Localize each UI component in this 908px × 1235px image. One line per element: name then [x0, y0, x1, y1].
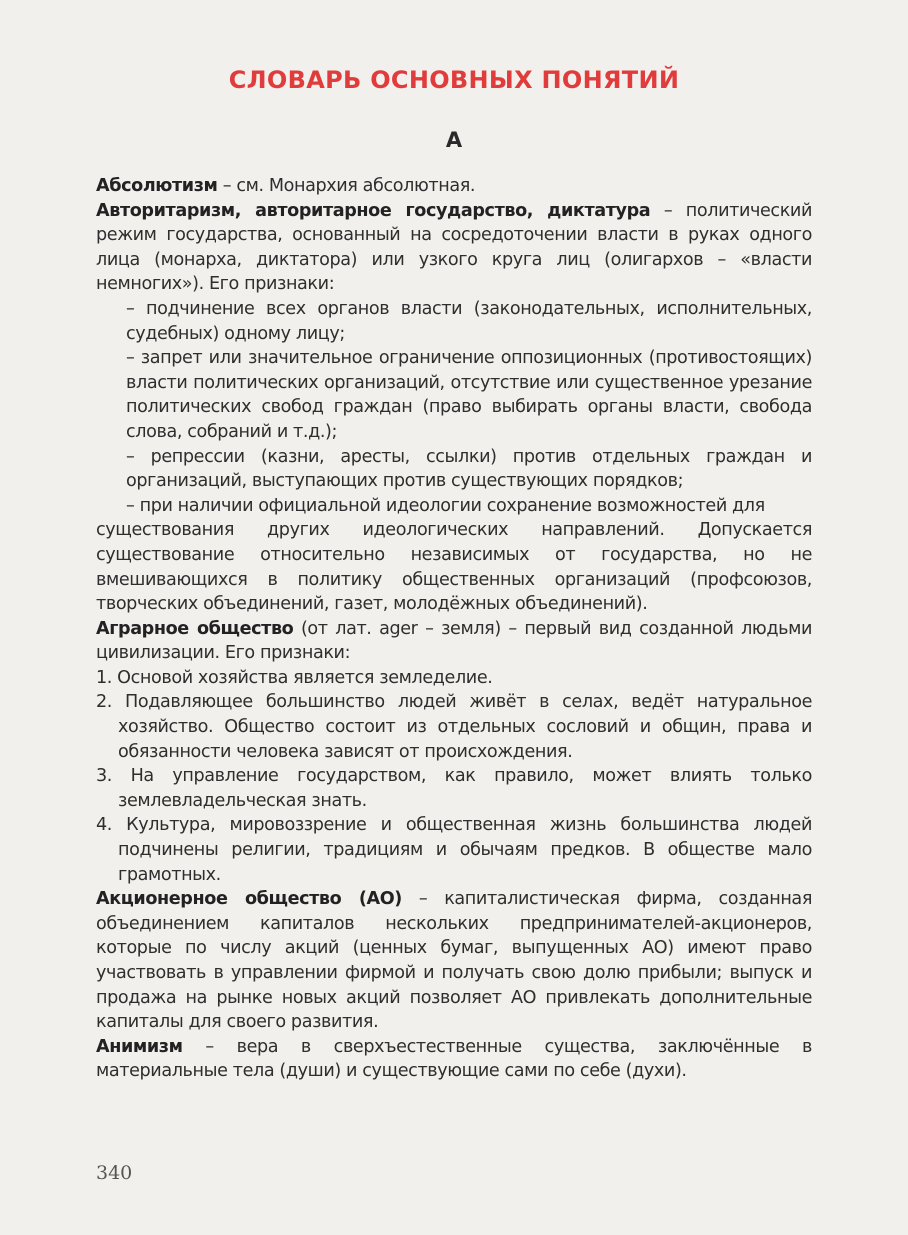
- numbered-item: 3. На управление государством, как правило, может влиять только землевладельческая знать.: [96, 766, 812, 811]
- numbered-item: 1. Основой хозяйства является земледелие.: [96, 667, 493, 688]
- term: Анимизм: [96, 1036, 183, 1057]
- list-item: – при наличии официальной идеологии сохранение возможностей для: [126, 495, 765, 516]
- term: Абсолютизм: [96, 176, 218, 196]
- section-letter: А: [445, 128, 463, 152]
- definition: – капиталистическая фирма, созданная объединением капиталов нескольких предпринимателей-акционеров, которые по числу акций (ценных бумаг, выпущенных АО) имеют право участвовать в управлении фирмой и получать свою долю прибыли; выпуск и продажа на рынке новых акций позволяет АО привлекать дополнительные капиталы для своего развития.: [96, 889, 812, 1033]
- page-number: 340: [96, 1162, 133, 1184]
- entry-agrarian-society: [96, 617, 812, 666]
- term: Аграрное общество: [96, 618, 294, 639]
- list-item: – подчинение всех органов власти (законодательных, исполнительных, судебных) одному лицу;: [126, 298, 812, 344]
- definition: – политический режим государства, основанный на сосредоточении власти в руках одного лица (монарха, диктатора) или узкого круга лиц (олигархов – «власти немногих»). Его признаки:: [96, 200, 812, 295]
- entry-absolutism: [96, 174, 812, 199]
- definition: (от лат. ager – земля) – первый вид созданной людьми цивилизации. Его признаки:: [96, 618, 812, 664]
- definition: – вера в сверхъестественные существа, заключённые в материальные тела (души) и существующие сами по себе (духи).: [96, 1036, 812, 1082]
- list-item: – запрет или значительное ограничение оппозиционных (противостоящих) власти политических организаций, отсутствие или существенное урезание политических свобод граждан (право выбирать органы власти, свобода слова, собраний и т.д.);: [126, 348, 812, 442]
- numbered-item: 2. Подавляющее большинство людей живёт в селах, ведёт натуральное хозяйство. Общество состоит из отдельных сословий и общин, права и обязанности человека зависят от происхождения.: [96, 692, 812, 762]
- page-title: СЛОВАРЬ ОСНОВНЫХ ПОНЯТИЙ: [228, 66, 680, 94]
- entry-joint-stock-company: [96, 887, 812, 1035]
- term: Акционерное общество (АО): [96, 889, 402, 910]
- paragraph-continuation: существования других идеологических направлений. Допускается существование относительно независимых от государства, но не вмешивающихся в политику общественных организаций (профсоюзов, творческих объединений, газет, молодёжных объединений).: [96, 520, 812, 615]
- numbered-item: 4. Культура, мировоззрение и общественная жизнь большинства людей подчинены религии, традициям и обычаям предков. В обществе мало грамотных.: [96, 815, 812, 885]
- term: Авторитаризм, авторитарное государство, диктатура: [96, 200, 651, 221]
- entry-animism: [96, 1035, 812, 1084]
- glossary-content: [96, 174, 812, 1084]
- entry-authoritarianism: [96, 199, 812, 297]
- definition: – см. Монархия абсолютная.: [217, 176, 476, 196]
- list-item: – репрессии (казни, аресты, ссылки) против отдельных граждан и организаций, выступающих против существующих порядков;: [126, 446, 812, 492]
